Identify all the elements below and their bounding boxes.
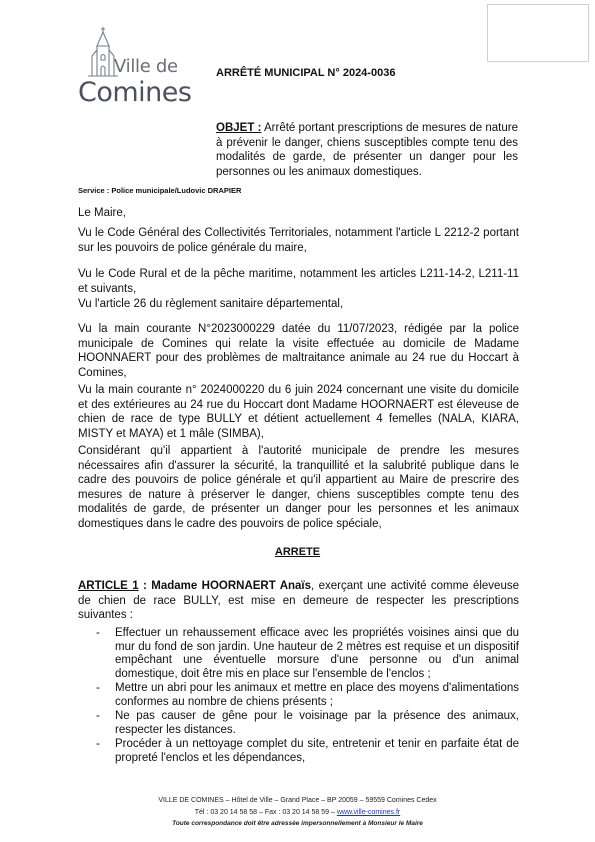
paragraph-rsd <box>78 297 519 312</box>
footer-phone-fax: Tél : 03 20 14 58 58 – Fax : 03 20 14 58 59 – <box>194 808 337 816</box>
paragraph-main-courante-2023 <box>78 322 519 380</box>
article-1-label: ARTICLE 1 <box>78 580 139 592</box>
paragraph-le-maire <box>78 206 519 221</box>
footer-contact <box>0 807 595 819</box>
article-1-sep: : <box>138 580 152 592</box>
arrete-heading: ARRETE <box>274 546 321 558</box>
paragraph-text: Vu la main courante N°2023000229 datée du 11/07/2023, rédigée par la police municipale de Comines qui relate la visite effectuée au domicile de Madame HOONNAERT pour des problèmes de maltraitance animale au 24 rue du Hoccart à Comines, <box>78 323 519 379</box>
list-item: - Procéder à un nettoyage complet du site, entretenir et tenir en parfaite état de propreté l'enclos et les dépendances, <box>96 738 519 765</box>
paragraph-text: Vu le Code Rural et de la pêche maritime, notamment les articles L211-14-2, L211-11 et suivants, <box>78 268 519 295</box>
paragraph-cgct <box>78 226 519 255</box>
logo-ville-text: Ville de <box>114 56 178 77</box>
article-1 <box>78 579 519 623</box>
paragraph-text: Vu la main courante n° 2024000220 du 6 juin 2024 concernant une visite du domicile et des extérieures au 24 rue du Hoccart dont Madame HOORNAERT est éleveuse de chien de race de type BULLY et détient actuellement 4 femelles (NALA, KIARA, MISTY et MAYA) et 1 mâle (SIMBA), <box>78 384 519 440</box>
objet-block <box>216 121 518 179</box>
prescriptions-list <box>96 627 519 766</box>
footer <box>0 795 595 830</box>
stamp-box <box>487 4 589 62</box>
footer-address: VILLE DE COMINES – Hôtel de Ville – Grand Place – BP 20059 – 59559 Comines Cedex <box>158 797 437 804</box>
comines-logo <box>78 26 196 110</box>
service-line: Service : Police municipale/Ludovic DRAPIER <box>78 186 242 195</box>
paragraph-text: Considérant qu'il appartient à l'autorité municipale de prendre les mesures nécessaires afin d'assurer la sécurité, la tranquillité et la salubrité publique dans le cadre des pouvoirs de police générale et qu'il appartient au Maire de prescrire des mesures de nature à préserver le danger, chiens susceptibles compte tenu des modalités de garde, de présenter un danger pour les personnes et les animaux domestiques dans le cadre des pouvoirs de police spéciale, <box>78 445 519 530</box>
objet-label: OBJET : <box>216 122 262 134</box>
paragraph-main-courante-2024 <box>78 383 519 441</box>
footer-notice: Toute correspondance doit être adressée impersonnellement à Monsieur le Maire <box>172 820 423 827</box>
list-item: - Mettre un abri pour les animaux et mettre en place des moyens d'alimentations conformes au nombre de chiens présents ; <box>96 682 519 709</box>
list-item: - Ne pas causer de gêne pour le voisinage par la présence des animaux, respecter les distances. <box>96 710 519 737</box>
paragraph-text: Le Maire, <box>78 207 126 219</box>
article-1-name: Madame HOORNAERT Anaïs <box>151 580 312 592</box>
paragraph-text: Vu l'article 26 du règlement sanitaire départemental, <box>78 298 344 310</box>
paragraph-code-rural <box>78 267 519 296</box>
paragraph-text: Vu le Code Général des Collectivités Territoriales, notamment l'article L 2212-2 portant sur les pouvoirs de police générale du maire, <box>78 227 519 254</box>
document-title: ARRÊTÉ MUNICIPAL N° 2024-0036 <box>216 67 396 79</box>
objet-text: Arrêté portant prescriptions de mesures de nature à prévenir le danger, chiens susceptibles compte tenu des modalités de garde, de présenter un danger pour les personnes ou les animaux domestiques. <box>216 122 518 178</box>
list-item: - Effectuer un rehaussement efficace avec les propriétés voisines ainsi que du mur du fond de son jardin. Une hauteur de 2 mètres est requise et un dispositif empêchant une éventuelle morsure d'une personne ou d'un animal domestique, doit être mis en place sur l'ensemble de l'enclos ; <box>96 627 519 681</box>
article-1-text: , exerçant une activité comme éleveuse de chien de race BULLY, est mise en demeure de respecter les prescriptions suivantes : <box>78 580 519 621</box>
paragraph-considerant <box>78 444 519 531</box>
logo-comines-text: Comines <box>78 77 192 108</box>
website-link[interactable]: www.ville-comines.fr <box>336 808 401 816</box>
